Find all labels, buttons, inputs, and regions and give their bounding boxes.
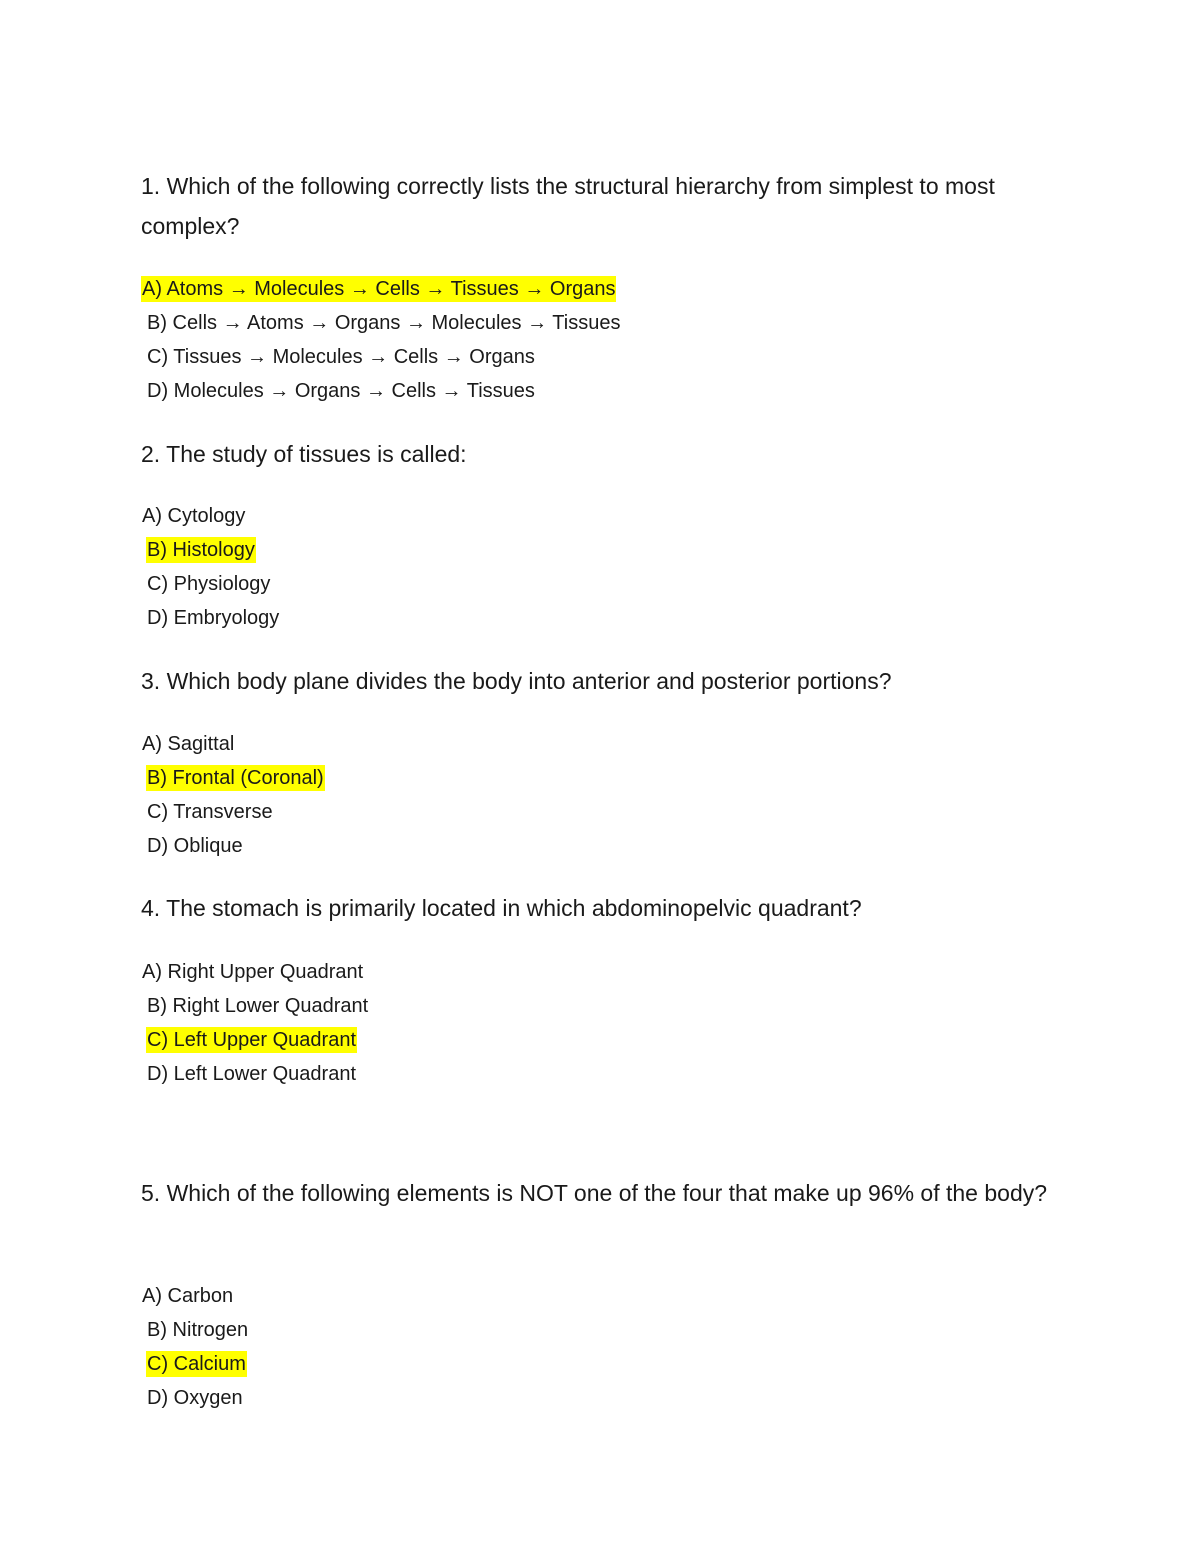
question-2-option-b [141,533,280,567]
question-4-option-a: A) Right Upper Quadrant [142,961,364,983]
question-3-options [141,727,325,863]
question-1-option-b: B) Cells → Atoms → Organs → Molecules → Tissues [147,312,621,334]
highlighted-answer: C) Calcium [147,1353,246,1375]
question-1-option-a [141,272,621,306]
question-3-option-c: C) Transverse [147,801,273,823]
question-4-options [141,955,369,1091]
question-5-option-a: A) Carbon [142,1285,234,1307]
question-2-option-d: D) Embryology [147,607,280,629]
question-1-option-c: C) Tissues → Molecules → Cells → Organs [147,346,535,368]
question-2-text: 2. The study of tissues is called: [141,441,467,467]
question-3-text: 3. Which body plane divides the body into anterior and posterior portions? [141,668,892,694]
highlighted-answer: C) Left Upper Quadrant [147,1029,356,1051]
question-4-option-b: B) Right Lower Quadrant [147,995,369,1017]
question-4-option-d: D) Left Lower Quadrant [147,1063,356,1085]
question-1-options [141,272,621,408]
question-3-option-b [141,761,325,795]
question-3-option-a: A) Sagittal [142,733,235,755]
highlighted-answer: B) Frontal (Coronal) [147,767,324,789]
question-5-text: 5. Which of the following elements is NOT one of the four that make up 96% of the body? [141,1180,1048,1206]
question-2-option-a: A) Cytology [142,505,246,527]
question-2-option-c: C) Physiology [147,573,271,595]
question-1-option-d: D) Molecules → Organs → Cells → Tissues [147,380,535,402]
question-5-options [141,1279,249,1415]
highlighted-answer: A) Atoms → Molecules → Cells → Tissues → Organs [142,278,616,300]
question-1-text: 1. Which of the following correctly lists the structural hierarchy from simplest to most complex? [141,173,995,239]
question-3-option-d: D) Oblique [147,835,243,857]
question-5-option-d: D) Oxygen [147,1387,243,1409]
question-4-text: 4. The stomach is primarily located in which abdominopelvic quadrant? [141,895,862,921]
question-2-options [141,499,280,635]
question-5-option-c [141,1347,249,1381]
question-4-option-c [141,1023,369,1057]
highlighted-answer: B) Histology [147,539,255,561]
question-5-option-b: B) Nitrogen [147,1319,249,1341]
